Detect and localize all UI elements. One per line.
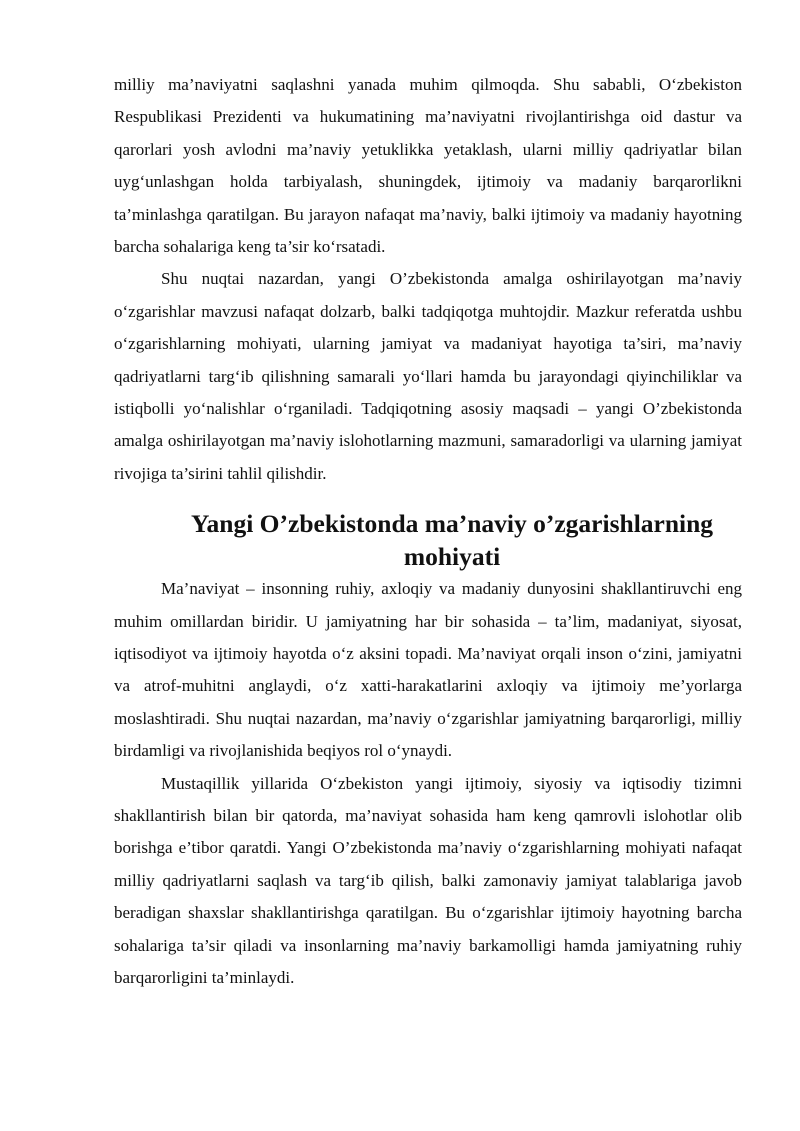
paragraph-independence-reforms: Mustaqillik yillarida O‘zbekiston yangi ijtimoiy, siyosiy va iqtisodiy tizimni shakllantirish bilan bir qatorda, ma’naviyat sohasida ham keng qamrovli islohotlar olib borishga e’tibor qaratdi. Yangi O’zbekistonda ma’naviy o‘zgarishlarning mohiyati nafaqat milliy qadriyatlarni saqlash va targ‘ib qilish, balki zamonaviy jamiyat talablariga javob beradigan shaxslar shakllantirishga qaratilgan. Bu o‘zgarishlar ijtimoiy hayotning barcha sohalariga ta’sir qiladi va insonlarning ma’naviy barkamolligi hamda jamiyatning ruhiy barqarorligini ta’minlaydi. bbox=[114, 773, 742, 987]
paragraph-spirituality-definition: Ma’naviyat – insonning ruhiy, axloqiy va madaniy dunyosini shakllantiruvchi eng muhim omillardan biridir. U jamiyatning har bir sohasida – ta’lim, madaniyat, siyosat, iqtisodiyot va ijtimoiy hayotda o‘z aksini topadi. Ma’naviyat orqali inson o‘zini, jamiyatni va atrof-muhitni anglaydi, o‘z xatti-harakatlarini axloqiy va ijtimoiy me’yorlarga moslashtiradi. Shu nuqtai nazardan, ma’naviy o‘zgarishlar jamiyatning barqarorligi, milliy birdamligi va rivojlanishida beqiyos rol o‘ynaydi. bbox=[114, 579, 742, 761]
section-heading: Yangi O’zbekistonda ma’naviy o’zgarishlarning mohiyati bbox=[190, 509, 714, 571]
document-page bbox=[114, 69, 742, 994]
paragraph-spacer bbox=[114, 490, 742, 508]
paragraph-research-topic: Shu nuqtai nazardan, yangi O’zbekistonda amalga oshirilayotgan ma’naviy o‘zgarishlar mavzusi nafaqat dolzarb, balki tadqiqotga muhtojdir. Mazkur referatda ushbu o‘zgarishlarning mohiyati, ularning jamiyat va madaniyat hayotiga ta’siri, ma’naviy qadriyatlarni targ‘ib qilishning samarali yo‘llari hamda bu jarayondagi qiyinchiliklar va istiqbolli yo‘nalishlar o‘rganiladi. Tadqiqotning asosiy maqsadi – yangi O’zbekistonda amalga oshirilayotgan ma’naviy islohotlarning mazmuni, samaradorligi va ularning jamiyat rivojiga ta’sirini tahlil qilishdir. bbox=[114, 269, 742, 483]
paragraph-continuation: milliy ma’naviyatni saqlashni yanada muhim qilmoqda. Shu sababli, O‘zbekiston Respublikasi Prezidenti va hukumatining ma’naviyatni rivojlantirishga oid dastur va qarorlari yosh avlodni ma’naviy yetuklikka yetaklash, ularni milliy qadriyatlar bilan uyg‘unlashgan holda tarbiyalash, shuningdek, ijtimoiy va madaniy barqarorlikni ta’minlashga qaratilgan. Bu jarayon nafaqat ma’naviy, balki ijtimoiy va madaniy hayotning barcha sohalariga keng ta’sir ko‘rsatadi. bbox=[114, 75, 742, 257]
